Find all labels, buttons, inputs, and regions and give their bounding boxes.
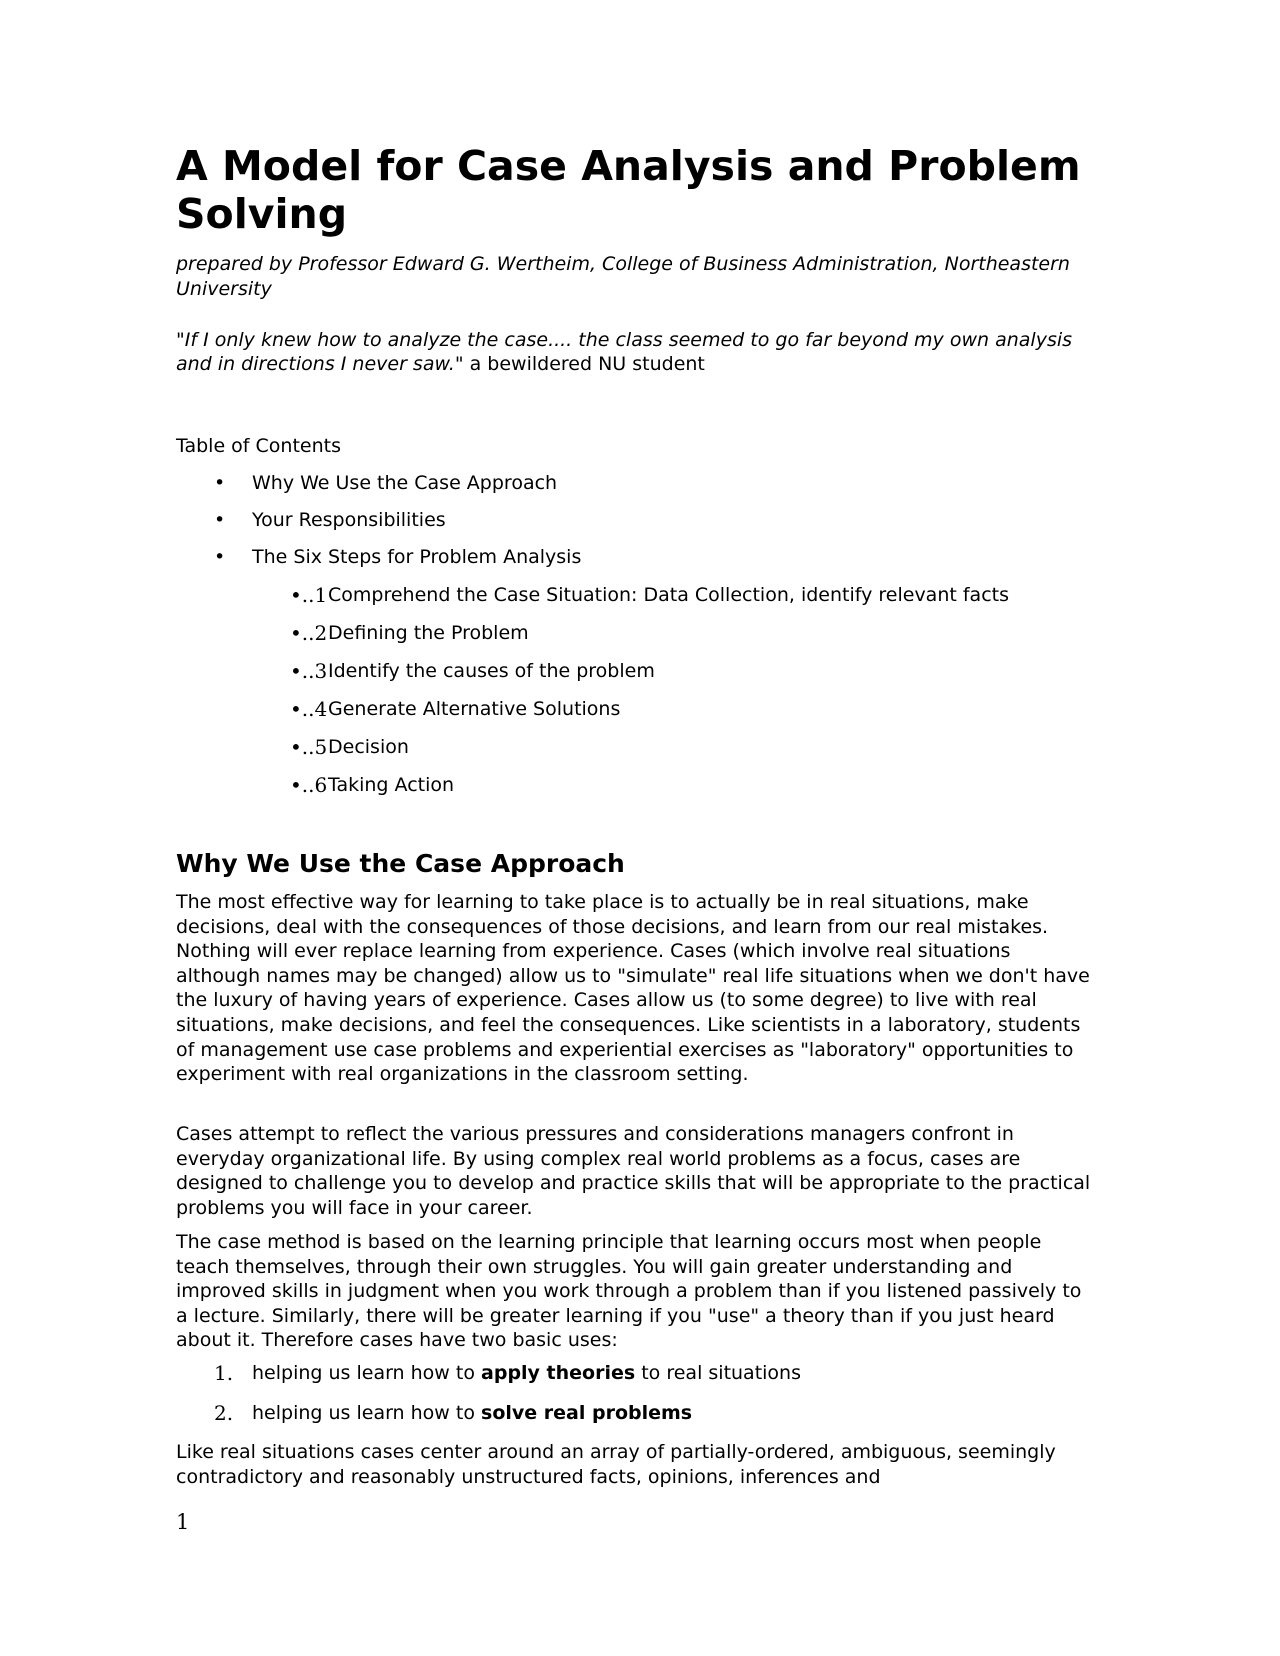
use-emphasis: apply theories [481,1362,636,1384]
step-marker: •..6 [290,773,328,797]
toc-item-case-approach[interactable] [176,468,1116,505]
use-prefix: helping us learn how to [252,1362,482,1384]
body-paragraph: The most effective way for learning to take place is to actually be in real situations, make decisions, deal with the consequences of those decisions, and learn from our real mistakes. Nothing will ever replace learning from experience. Cases (which involve real situations although names may be changed) allow us to "simulate" real life situations when we don't have the luxury of having years of experience. Cases allow us (to some degree) to live with real situations, make decisions, and feel the consequences. Like scientists in a laboratory, students of management use case problems and experiential exercises as "laboratory" opportunities to experiment with real organizations in the classroom setting. [176,891,1090,1086]
author-byline: prepared by Professor Edward G. Wertheim, College of Business Administration, Northeastern University [176,253,1070,300]
toc-item-label: The Six Steps for Problem Analysis [252,546,582,568]
toc-step-5[interactable] [176,732,1116,770]
toc-item-six-steps[interactable] [176,542,1116,579]
body-paragraph: The case method is based on the learning principle that learning occurs most when people teach themselves, through their own struggles. You will gain greater understanding and improved skills in judgment when you work through a problem than if you listened passively to a lecture. Similarly, there will be greater learning if you "use" a theory than if you just heard about it. Therefore cases have two basic uses: [176,1231,1082,1352]
step-label: Generate Alternative Solutions [328,698,621,720]
use-emphasis: solve real problems [481,1402,693,1424]
bullet-icon: • [214,546,226,568]
toc-step-6[interactable] [176,770,1116,808]
step-label: Identify the causes of the problem [328,660,655,682]
body-paragraph: Like real situations cases center around an array of partially-ordered, ambiguous, seemingly contradictory and reasonably unstructured facts, opinions, inferences and [176,1441,1056,1488]
toc-item-label: Why We Use the Case Approach [252,472,558,494]
bullet-icon: • [214,509,226,531]
body-paragraph: Cases attempt to reflect the various pressures and considerations managers confront in everyday organizational life. By using complex real world problems as a focus, cases are designed to challenge you to develop and practice skills that will be appropriate to the practical problems you will face in your career. [176,1123,1091,1219]
use-suffix: to real situations [635,1362,801,1384]
step-label: Comprehend the Case Situation: Data Collection, identify relevant facts [328,584,1009,606]
quote-attribution: a bewildered NU student [463,353,705,375]
toc-list [176,468,1116,579]
toc-step-2[interactable] [176,618,1116,656]
document-page [176,0,1116,1656]
toc-steps-list [176,580,1116,808]
toc-heading: Table of Contents [176,435,341,457]
step-label: Defining the Problem [328,622,529,644]
step-label: Taking Action [328,774,455,796]
case-uses-list [176,1358,1116,1438]
list-number: 2. [214,1401,234,1425]
step-marker: •..1 [290,583,328,607]
quote-text: "If I only knew how to analyze the case.... the class seemed to go far beyond my own analysis and in directions I never saw." [176,329,1073,375]
toc-item-responsibilities[interactable] [176,505,1116,542]
case-use-item [176,1398,1116,1438]
step-marker: •..4 [290,697,328,721]
bullet-icon: • [214,472,226,494]
page-number: 1 [176,1510,190,1534]
case-use-item [176,1358,1116,1398]
section-heading: Why We Use the Case Approach [176,849,625,878]
toc-item-label: Your Responsibilities [252,509,446,531]
toc-step-3[interactable] [176,656,1116,694]
step-marker: •..5 [290,735,328,759]
use-prefix: helping us learn how to [252,1402,482,1424]
epigraph-quote [176,328,1096,376]
document-title: A Model for Case Analysis and Problem Solving [176,142,1081,238]
step-marker: •..3 [290,659,328,683]
step-marker: •..2 [290,621,328,645]
toc-step-4[interactable] [176,694,1116,732]
list-number: 1. [214,1361,234,1385]
step-label: Decision [328,736,409,758]
toc-step-1[interactable] [176,580,1116,618]
